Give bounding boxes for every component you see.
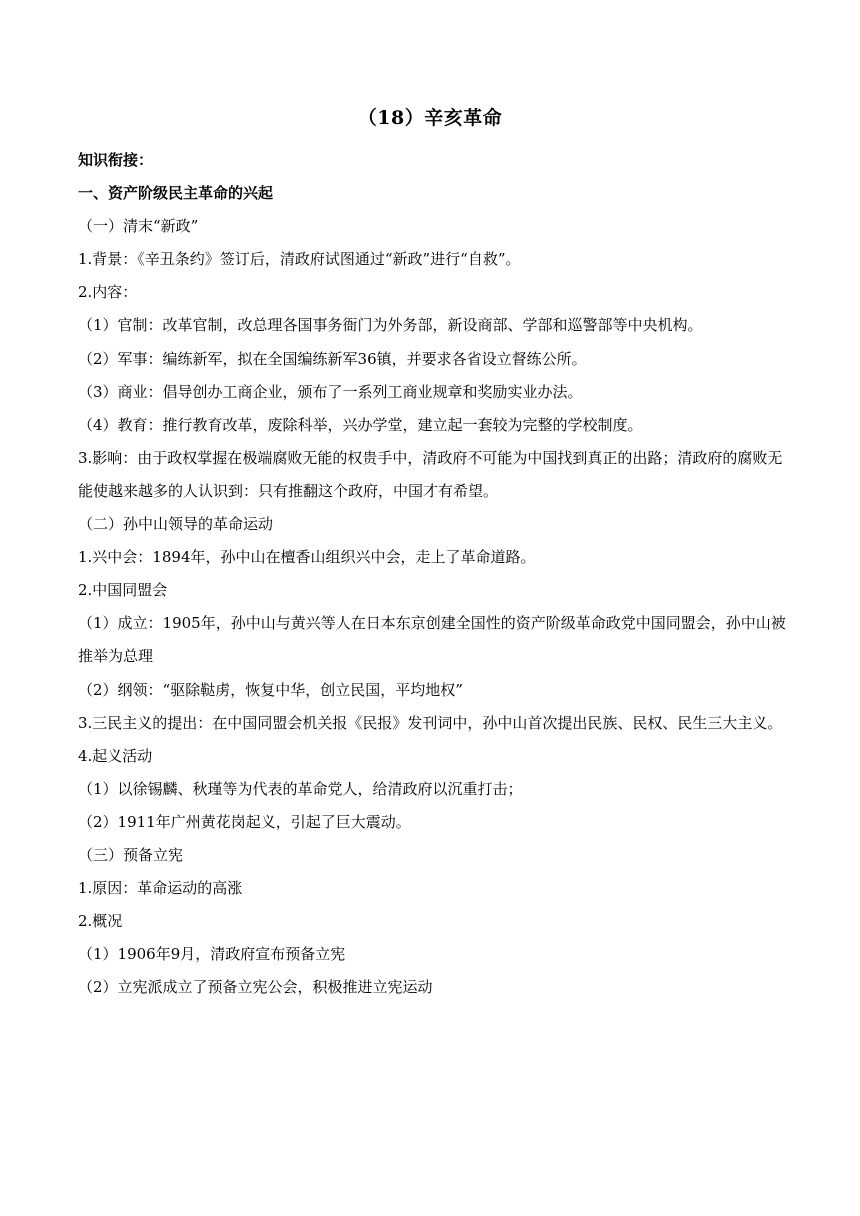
section-heading: 一、资产阶级民主革命的兴起	[78, 184, 274, 203]
paragraph: （2）军事：编练新军，拟在全国编练新军36镇，并要求各省设立督练公所。	[78, 349, 587, 368]
subsection-heading: （一）清末“新政”	[78, 217, 199, 236]
paragraph: （1）成立：1905年，孙中山与黄兴等人在日本东京创建全国性的资产阶级革命政党中国同盟会，孙中山被推举为总理	[78, 614, 786, 666]
paragraph: 1.背景：《辛丑条约》签订后，清政府试图通过“新政”进行“自救”。	[78, 250, 521, 269]
paragraph: 4.起义活动	[78, 746, 153, 765]
paragraph: 3.三民主义的提出：在中国同盟会机关报《民报》发刊词中，孙中山首次提出民族、民权、民生三大主义。	[78, 713, 783, 732]
paragraph: 3.影响：由于政权掌握在极端腐败无能的权贵手中，清政府不可能为中国找到真正的出路；清政府的腐败无能使越来越多的人认识到：只有推翻这个政府，中国才有希望。	[78, 448, 783, 500]
subsection-heading: （二）孙中山领导的革命运动	[78, 515, 274, 534]
paragraph: 1.原因：革命运动的高涨	[78, 879, 243, 898]
paragraph: （3）商业：倡导创办工商企业，颁布了一系列工商业规章和奖励实业办法。	[78, 382, 583, 401]
paragraph: （1）1906年9月，清政府宣布预备立宪	[78, 945, 346, 964]
paragraph: 2.概况	[78, 912, 123, 931]
paragraph: 2.内容：	[78, 283, 138, 302]
document-title: （18）辛亥革命	[357, 107, 503, 129]
section-label: 知识衔接：	[78, 151, 154, 169]
subsection-heading: （三）预备立宪	[78, 845, 184, 864]
paragraph: （4）教育：推行教育改革，废除科举，兴办学堂，建立起一套较为完整的学校制度。	[78, 415, 643, 434]
paragraph: （1）官制：改革官制，改总理各国事务衙门为外务部，新设商部、学部和巡警部等中央机构。	[78, 316, 703, 335]
paragraph: （2）纲领：“驱除鞑虏，恢复中华，创立民国，平均地权”	[78, 680, 463, 699]
paragraph: （1）以徐锡麟、秋瑾等为代表的革命党人，给清政府以沉重打击；	[78, 779, 523, 798]
paragraph: （2）1911年广州黄花岗起义，引起了巨大震动。	[78, 812, 411, 831]
paragraph: 2.中国同盟会	[78, 581, 168, 600]
document-body	[78, 144, 790, 1004]
paragraph: 1.兴中会：1894年，孙中山在檀香山组织兴中会，走上了革命道路。	[78, 548, 536, 567]
paragraph: （2）立宪派成立了预备立宪公会，积极推进立宪运动	[78, 978, 433, 997]
